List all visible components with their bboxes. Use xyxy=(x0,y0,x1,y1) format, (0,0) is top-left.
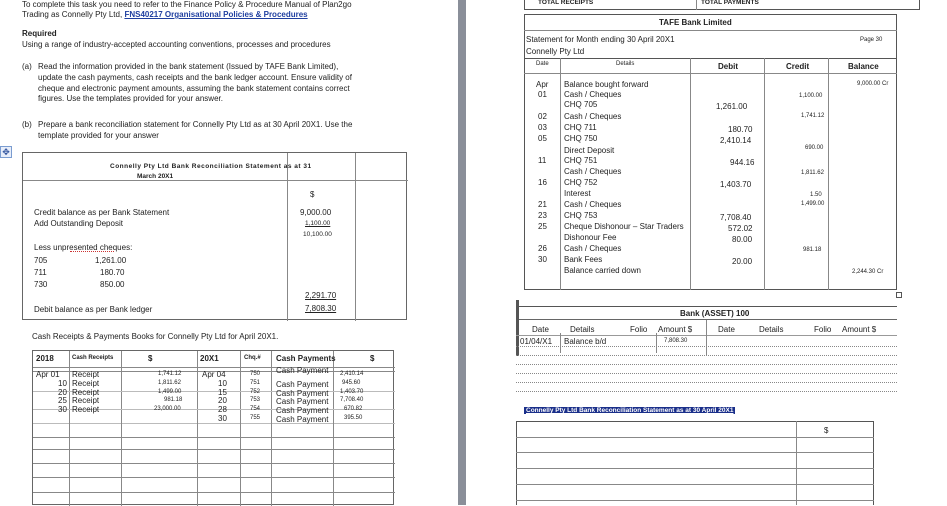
page-gap-background xyxy=(466,0,516,505)
total-payments-label: TOTAL PAYMENTS xyxy=(701,0,759,6)
recon-subtotal: 10,100.00 xyxy=(303,231,332,238)
task-b-line: template provided for your answer xyxy=(38,130,159,140)
task-a-line: update the cash payments, cash receipts and the bank ledger account. Ensure validity of xyxy=(38,72,352,82)
statement-debit: 7,708.40 xyxy=(720,213,752,222)
payment-amount: 945.60 xyxy=(342,380,361,386)
statement-date: 23 xyxy=(538,211,547,220)
statement-date: 05 xyxy=(538,134,547,143)
statement-details: Balance carried down xyxy=(564,266,641,275)
bank-name: TAFE Bank Limited xyxy=(659,18,732,27)
payment-cheque: 755 xyxy=(250,415,261,421)
receipt-date: Apr 01 xyxy=(36,370,60,379)
ledger-header: Details xyxy=(759,325,784,334)
statement-details: Interest xyxy=(564,189,591,198)
payment-cheque: 754 xyxy=(250,406,261,412)
statement-date: 03 xyxy=(538,123,547,132)
ledger-left-border xyxy=(516,300,519,356)
cash-books-title: Cash Receipts & Payments Books for Connelly Pty Ltd for April 20X1. xyxy=(32,332,279,341)
payment-cheque: 750 xyxy=(250,371,261,377)
payment-cheque: 752 xyxy=(250,389,261,395)
payment-desc: Cash Payment xyxy=(276,415,329,424)
payment-amount: 395.50 xyxy=(344,415,363,421)
statement-details: CHQ 750 xyxy=(564,134,598,143)
recon-credit-value: 9,000.00 xyxy=(300,208,332,217)
statement-header-date: Date xyxy=(536,61,549,67)
cash-books-header: Cash Receipts xyxy=(72,355,114,361)
statement-debit: 180.70 xyxy=(728,125,753,134)
payment-amount: 7,708.40 xyxy=(340,397,364,403)
task-a-label: (a) xyxy=(22,62,32,71)
required-subtitle: Using a range of industry-accepted accounting conventions, processes and procedures xyxy=(22,40,331,49)
recon-cheque-amt: 850.00 xyxy=(100,280,125,289)
statement-date: 21 xyxy=(538,200,547,209)
statement-period: Statement for Month ending 30 April 20X1 xyxy=(526,35,675,44)
task-a-text xyxy=(38,62,352,105)
task-b-label: (b) xyxy=(22,120,32,129)
ledger-header: Date xyxy=(532,325,549,334)
statement-details: CHQ 705 xyxy=(564,100,598,109)
statement-details: Cheque Dishonour – Star Traders xyxy=(564,222,684,231)
payment-desc: Cash Payment xyxy=(276,406,329,415)
recon-cheque-no: 711 xyxy=(34,268,47,277)
receipt-amount: 1,811.62 xyxy=(158,380,181,386)
statement-page: Page 30 xyxy=(860,37,883,43)
payment-date: 30 xyxy=(218,414,227,423)
payment-date: Apr 04 xyxy=(202,370,226,379)
payment-amount: 670.82 xyxy=(344,406,363,412)
statement-details: Direct Deposit xyxy=(564,146,615,155)
statement-credit: 1,811.62 xyxy=(801,170,824,176)
statement-details: Bank Fees xyxy=(564,255,603,264)
statement-debit: 2,410.14 xyxy=(720,136,752,145)
statement-details: Cash / Cheques xyxy=(564,112,622,121)
statement-details: Cash / Cheques xyxy=(564,244,622,253)
intro-line-2 xyxy=(22,10,308,19)
left-document-page xyxy=(0,0,458,505)
recon-less-label: Less unpresented cheques: xyxy=(34,243,133,252)
required-title: Required xyxy=(22,29,57,38)
recon-april-title: Connelly Pty Ltd Bank Reconciliation Statement as at 30 April 20X1 xyxy=(526,407,734,414)
statement-credit: 1,499.00 xyxy=(801,201,825,207)
receipt-date: 10 xyxy=(58,379,67,388)
right-document-page xyxy=(516,0,947,505)
receipt-desc: Receipt xyxy=(72,370,100,379)
ledger-first-details: Balance b/d xyxy=(564,337,607,346)
statement-header-credit: Credit xyxy=(786,62,810,71)
statement-date: 11 xyxy=(538,156,547,165)
statement-details: Balance bought forward xyxy=(564,80,649,89)
resize-handle-icon[interactable] xyxy=(896,292,902,298)
statement-header-debit: Debit xyxy=(718,62,738,71)
statement-date: 26 xyxy=(538,244,547,253)
receipt-desc: Receipt xyxy=(72,396,100,405)
statement-credit: 1,741.12 xyxy=(801,113,825,119)
table-move-handle-icon[interactable]: ✥ xyxy=(0,146,12,158)
total-receipts-label: TOTAL RECEIPTS xyxy=(538,0,594,6)
task-a-line: figures. Use the templates provided for your answer. xyxy=(38,94,223,104)
ledger-header: Folio xyxy=(814,325,832,334)
payment-cheque: 751 xyxy=(250,380,261,386)
cash-books-header: $ xyxy=(370,354,375,363)
payment-desc: Cash Payment xyxy=(276,389,329,398)
statement-details: CHQ 711 xyxy=(564,123,597,132)
statement-debit: 572.02 xyxy=(728,224,753,233)
receipt-date: 20 xyxy=(58,388,67,397)
statement-debit: 20.00 xyxy=(732,257,753,266)
intro-prefix: Trading as Connelly Pty Ltd, xyxy=(22,10,123,19)
statement-details: Dishonour Fee xyxy=(564,233,617,242)
recon-dollar-heading: $ xyxy=(310,190,315,199)
page-gap-separator xyxy=(458,0,466,505)
recon-cheque-no: 705 xyxy=(34,256,48,265)
statement-date: 02 xyxy=(538,112,547,121)
statement-date: 16 xyxy=(538,178,547,187)
statement-details: Cash / Cheques xyxy=(564,90,622,99)
payment-date: 15 xyxy=(218,388,227,397)
statement-details: CHQ 751 xyxy=(564,156,598,165)
payment-cheque: 753 xyxy=(250,397,261,403)
recon-cheque-amt: 180.70 xyxy=(100,268,125,277)
statement-debit: 1,403.70 xyxy=(720,180,752,189)
cash-books-header: 2018 xyxy=(36,354,54,363)
ledger-header: Details xyxy=(570,325,595,334)
receipt-desc: Receipt xyxy=(72,388,100,397)
ledger-header: Date xyxy=(718,325,735,334)
receipt-desc: Receipt xyxy=(72,405,100,414)
statement-date: Apr xyxy=(536,80,549,89)
statement-details: CHQ 752 xyxy=(564,178,598,187)
ledger-first-date: 01/04/X1 xyxy=(520,337,553,346)
recon-total-cheques: 2,291.70 xyxy=(305,291,337,300)
receipt-date: 25 xyxy=(58,396,67,405)
task-b-text xyxy=(38,120,352,142)
statement-debit: 80.00 xyxy=(732,235,753,244)
ledger-header: Amount $ xyxy=(658,325,693,334)
ledger-header: Folio xyxy=(630,325,648,334)
receipt-amount: 23,000.00 xyxy=(154,406,181,412)
payment-amount: 1,403.70 xyxy=(340,389,364,395)
payment-desc: Cash Payment xyxy=(276,366,329,375)
payment-date: 28 xyxy=(218,405,227,414)
recon-deposit-label: Add Outstanding Deposit xyxy=(34,219,123,228)
recon-title-1: Connelly Pty Ltd Bank Reconciliation Statement as at 31 xyxy=(110,163,312,170)
receipt-desc: Receipt xyxy=(72,379,100,388)
statement-credit: 1,100.00 xyxy=(799,93,823,99)
cash-books-header: $ xyxy=(148,354,153,363)
statement-header-balance: Balance xyxy=(848,62,879,71)
cash-books-header: Chq.# xyxy=(244,355,261,361)
cash-books-header: 20X1 xyxy=(200,354,219,363)
receipt-amount: 1,499.00 xyxy=(158,389,182,395)
statement-company: Connelly Pty Ltd xyxy=(526,47,585,56)
receipt-amount: 981.18 xyxy=(164,397,183,403)
intro-line-1: To complete this task you need to refer to the Finance Policy & Procedure Manual of Plan2go xyxy=(22,0,352,9)
statement-date: 25 xyxy=(538,222,547,231)
task-a-line: cheque and electronic payment amounts, assuming the bank statement contains correct xyxy=(38,83,350,93)
payment-desc: Cash Payment xyxy=(276,397,329,406)
payment-date: 10 xyxy=(218,379,227,388)
cash-books-header: Cash Payments xyxy=(276,354,336,363)
payment-date: 20 xyxy=(218,396,227,405)
recon-ledger-value: 7,808.30 xyxy=(305,304,337,313)
recon-cheque-amt: 1,261.00 xyxy=(95,256,127,265)
statement-details: Cash / Cheques xyxy=(564,167,622,176)
statement-credit: 690.00 xyxy=(805,145,824,151)
recon-cheque-no: 730 xyxy=(34,280,48,289)
statement-credit: 981.18 xyxy=(803,247,822,253)
recon-march-table xyxy=(22,152,407,320)
recon-deposit-value: 1,100.00 xyxy=(305,220,331,227)
recon-april-table xyxy=(516,421,874,505)
recon-ledger-label: Debit balance as per Bank ledger xyxy=(34,305,153,314)
recon-april-dollar: $ xyxy=(824,426,829,435)
statement-balance: 9,000.00 Cr xyxy=(857,81,889,87)
recon-credit-label: Credit balance as per Bank Statement xyxy=(34,208,170,217)
ledger-title: Bank (ASSET) 100 xyxy=(680,309,750,318)
statement-balance: 2,244.30 Cr xyxy=(852,269,884,275)
recon-title-2: March 20X1 xyxy=(137,173,174,180)
receipt-date: 30 xyxy=(58,405,67,414)
task-a-line: Read the information provided in the bank statement (Issued by TAFE Bank Limited), xyxy=(38,62,339,71)
payment-amount: 2,410.14 xyxy=(340,371,364,377)
statement-credit: 1.50 xyxy=(810,192,822,198)
ledger-first-amount: 7,808.30 xyxy=(664,338,688,344)
statement-date: 01 xyxy=(538,90,547,99)
policy-link[interactable]: FNS40217 Organisational Policies & Procedures xyxy=(124,10,308,19)
ledger-header: Amount $ xyxy=(842,325,877,334)
receipt-amount: 1,741.12 xyxy=(158,371,182,377)
statement-debit: 1,261.00 xyxy=(716,102,748,111)
statement-debit: 944.16 xyxy=(730,158,755,167)
statement-header-details: Details xyxy=(616,61,635,67)
statement-date: 30 xyxy=(538,255,547,264)
payment-desc: Cash Payment xyxy=(276,380,329,389)
statement-details: CHQ 753 xyxy=(564,211,598,220)
statement-details: Cash / Cheques xyxy=(564,200,622,209)
task-b-line: Prepare a bank reconciliation statement for Connelly Pty Ltd as at 30 April 20X1. Use the xyxy=(38,120,353,129)
